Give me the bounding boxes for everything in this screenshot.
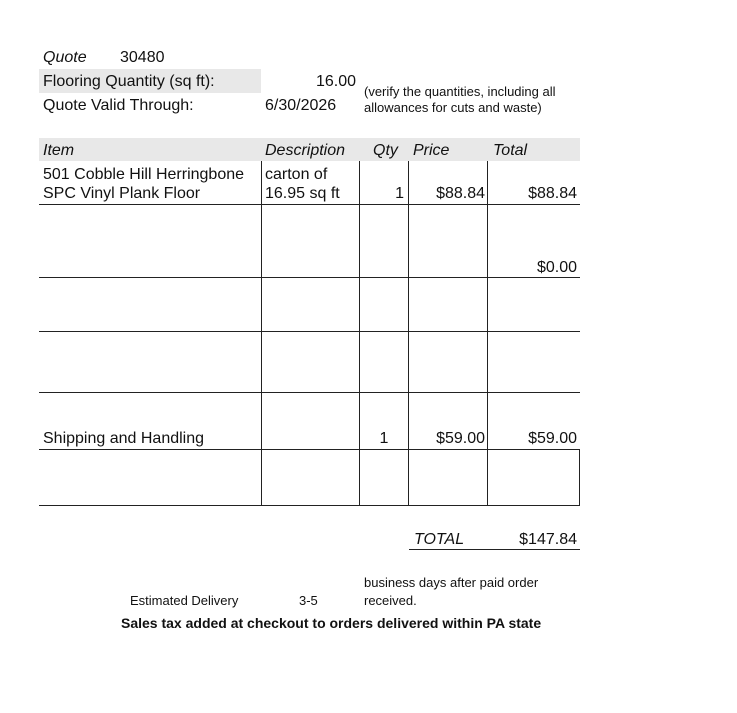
row1-item-line1: 501 Cobble Hill Herringbone <box>43 166 245 183</box>
shipping-price: $59.00 <box>436 430 485 447</box>
row-divider <box>39 204 580 205</box>
flooring-quantity-value: 16.00 <box>315 73 356 90</box>
total-underline <box>409 549 580 550</box>
row1-item-line2: SPC Vinyl Plank Floor <box>43 185 201 202</box>
col-divider <box>579 449 580 506</box>
header-price: Price <box>413 142 450 159</box>
row-divider <box>39 277 580 278</box>
quote-valid-label: Quote Valid Through: <box>43 97 194 114</box>
delivery-days: 3-5 <box>299 593 318 608</box>
shipping-item: Shipping and Handling <box>43 430 205 447</box>
grand-total-label: TOTAL <box>414 531 465 548</box>
col-divider <box>408 161 409 506</box>
shipping-qty: 1 <box>379 430 389 447</box>
row1-price: $88.84 <box>436 185 485 202</box>
flooring-quantity-label: Flooring Quantity (sq ft): <box>43 73 215 90</box>
quote-valid-date: 6/30/2026 <box>265 97 337 114</box>
grand-total-value: $147.84 <box>519 531 577 548</box>
quote-number: 30480 <box>120 49 165 66</box>
row-divider <box>39 392 580 393</box>
header-description: Description <box>265 142 346 159</box>
row-divider <box>39 331 580 332</box>
verify-note-line1: (verify the quantities, including all <box>364 84 556 99</box>
header-qty: Qty <box>373 142 398 159</box>
col-divider <box>261 161 262 506</box>
delivery-note-line2: received. <box>364 593 417 608</box>
delivery-note-line1: business days after paid order <box>364 575 539 590</box>
verify-note-line2: allowances for cuts and waste) <box>364 100 542 115</box>
header-item: Item <box>43 142 75 159</box>
row-divider <box>39 505 580 506</box>
quote-label: Quote <box>43 49 87 66</box>
estimated-delivery-label: Estimated Delivery <box>130 593 239 608</box>
row1-desc-line1: carton of <box>265 166 328 183</box>
row1-total: $88.84 <box>528 185 577 202</box>
sales-tax-note: Sales tax added at checkout to orders delivered within PA state <box>121 615 542 631</box>
header-total: Total <box>493 142 528 159</box>
row1-desc-line2: 16.95 sq ft <box>265 185 340 202</box>
row2-total: $0.00 <box>536 259 577 276</box>
col-divider <box>359 161 360 506</box>
shipping-total: $59.00 <box>528 430 577 447</box>
row1-qty: 1 <box>395 185 404 202</box>
col-divider <box>487 161 488 506</box>
row-divider <box>39 449 580 450</box>
